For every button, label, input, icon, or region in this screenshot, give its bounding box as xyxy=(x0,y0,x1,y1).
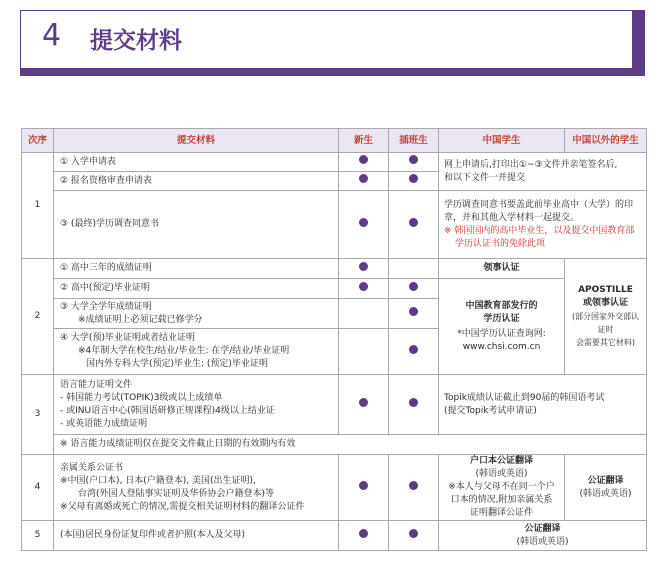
transfer-cell xyxy=(389,153,439,172)
requirement-cell xyxy=(439,153,647,191)
text-line: 学历调查同意书要盖此前毕业高中（大学）的印 xyxy=(444,199,634,210)
transfer-cell xyxy=(389,299,439,329)
col-foreign: 中国以外的学生 xyxy=(565,129,647,153)
text-line: 证明翻译公证件 xyxy=(469,508,533,518)
col-transfer: 插班生 xyxy=(389,129,439,153)
text-line: APOSTILLE xyxy=(578,285,633,295)
section-title: 提交材料 xyxy=(90,28,182,54)
china-translation-cell xyxy=(439,455,565,521)
required-dot-icon xyxy=(409,529,418,538)
required-dot-icon xyxy=(359,262,368,271)
text-line: 网上申请后,打印出①~③文件并亲笔签名后, xyxy=(444,159,618,170)
table-row xyxy=(22,191,647,259)
doc-cell xyxy=(54,455,339,521)
text-line: Topik成绩认证截止到90届的韩国语考试 xyxy=(444,392,605,403)
new-cell xyxy=(339,329,389,375)
col-material: 提交材料 xyxy=(54,129,339,153)
doc-cell xyxy=(54,299,339,329)
text-line: ※本人与父母不在同一个户 xyxy=(448,482,555,492)
text-line: ※中国(户口本), 日本(户籍登本), 美国(出生证明), xyxy=(60,475,256,486)
table-row xyxy=(22,153,647,172)
text-line: 国内外专科大学(预定)毕业生: (预定)毕业证明 xyxy=(86,359,268,369)
text-line: (部分国家外交部认证时 xyxy=(571,312,640,334)
banner-accent-right xyxy=(632,10,645,76)
text-line: 学历认证 xyxy=(483,313,520,324)
new-cell xyxy=(339,172,389,191)
transfer-cell xyxy=(389,521,439,551)
doc-cell: ① 入学申请表 xyxy=(54,153,339,172)
text-line: 户口本公证翻译 xyxy=(469,456,533,466)
banner-accent-bottom xyxy=(20,68,645,76)
transfer-cell xyxy=(389,279,439,299)
text-line: 中国教育部发行的 xyxy=(465,300,538,311)
text-line: 或领事认证 xyxy=(582,298,628,308)
row-number: 3 xyxy=(22,375,54,455)
doc-cell: ② 报名资格审查申请表 xyxy=(54,172,339,191)
validity-note: ※ 语言能力成绩证明仅在提交文件截止日期的有效期内有效 xyxy=(54,435,647,455)
text-line: ※父母有离婚或死亡的情况,需提交相关证明材料的翻译公证件 xyxy=(60,501,305,512)
doc-cell: (本国)居民身份证复印件或者护照(本人及父母) xyxy=(54,521,339,551)
text-line: (韩语或英语) xyxy=(579,488,632,499)
text-line: 公证翻译 xyxy=(587,475,624,486)
required-dot-icon xyxy=(359,282,368,291)
exemption-note: 学历认证书的免除此项 xyxy=(455,238,546,249)
text-line: 台湾(外国人登陆事实证明及华侨协会户籍登本)等 xyxy=(78,488,275,499)
new-cell xyxy=(339,455,389,521)
new-cell xyxy=(339,521,389,551)
new-cell xyxy=(339,153,389,172)
requirement-cell xyxy=(439,191,647,259)
foreign-translation-cell xyxy=(565,455,647,521)
text-line: 语言能力证明文件 xyxy=(60,379,133,390)
required-dot-icon xyxy=(359,174,368,183)
requirement-cell xyxy=(439,375,647,435)
text-line: *中国学历认证查询网: xyxy=(457,328,546,339)
new-cell xyxy=(339,279,389,299)
text-line: (韩语或英语) xyxy=(475,469,528,479)
text-line: ※成绩证明上必须记载已修学分 xyxy=(78,314,203,325)
transfer-cell xyxy=(389,375,439,435)
text-line: (提交Topik考试申请证) xyxy=(444,405,537,416)
text-line: - 韩国能力考试(TOPIK)3级或以上成绩单 xyxy=(60,392,223,403)
doc-cell: ② 高中(预定)毕业证明 xyxy=(54,279,339,299)
doc-cell xyxy=(54,375,339,435)
text-line: - 或INU语言中心(韩国语研修正规课程)4级以上结业证 xyxy=(60,405,275,416)
transfer-cell xyxy=(389,191,439,259)
chsi-url: www.chsi.com.cn xyxy=(462,341,541,352)
row-number: 4 xyxy=(22,455,54,521)
required-dot-icon xyxy=(359,529,368,538)
exemption-note: ※ 韩国国内的高中毕业生，以及提交中国教育部 xyxy=(444,225,635,236)
new-cell xyxy=(339,375,389,435)
required-dot-icon xyxy=(409,307,418,316)
required-dot-icon xyxy=(409,218,418,227)
col-new: 新生 xyxy=(339,129,389,153)
required-dot-icon xyxy=(409,345,418,354)
required-dot-icon xyxy=(409,174,418,183)
text-line: 会需要其它材料) xyxy=(575,338,636,347)
text-line: ③ 大学全学年成绩证明 xyxy=(60,301,152,312)
text-line: - 或英语能力成绩证明 xyxy=(60,418,148,429)
doc-cell xyxy=(54,329,339,375)
text-line: 亲属关系公证书 xyxy=(60,462,124,473)
required-dot-icon xyxy=(409,282,418,291)
required-dot-icon xyxy=(409,155,418,164)
row-number: 5 xyxy=(22,521,54,551)
section-number: 4 xyxy=(42,18,62,53)
col-china: 中国学生 xyxy=(439,129,565,153)
row-number: 2 xyxy=(22,259,54,375)
apostille-cell xyxy=(565,259,647,375)
required-dot-icon xyxy=(359,218,368,227)
text-line: (韩语或英语) xyxy=(516,536,569,547)
transfer-cell xyxy=(389,259,439,279)
moe-cell xyxy=(439,279,565,375)
table-row xyxy=(22,521,647,551)
text-line: ④ 大学(预)毕业证明或者结业证明 xyxy=(60,333,195,343)
text-line: 章，并和其他入学材料一起提交。 xyxy=(444,212,580,223)
table-row xyxy=(22,279,647,299)
table-row xyxy=(22,435,647,455)
transfer-cell xyxy=(389,455,439,521)
materials-table xyxy=(21,128,647,551)
text-line: 和以下文件一并提交 xyxy=(444,172,526,183)
new-cell xyxy=(339,259,389,279)
required-dot-icon xyxy=(409,481,418,490)
required-dot-icon xyxy=(359,481,368,490)
id-translation-cell xyxy=(439,521,647,551)
text-line: 口本的情况,附加亲属关系 xyxy=(450,495,553,505)
table-row xyxy=(22,259,647,279)
col-order: 次序 xyxy=(22,129,54,153)
table-row xyxy=(22,375,647,435)
table-row xyxy=(22,455,647,521)
row-number: 1 xyxy=(22,153,54,259)
consular-cell: 领事认证 xyxy=(439,259,565,279)
required-dot-icon xyxy=(359,155,368,164)
required-dot-icon xyxy=(409,398,418,407)
new-cell xyxy=(339,299,389,329)
text-line: 公证翻译 xyxy=(524,523,561,534)
transfer-cell xyxy=(389,172,439,191)
required-dot-icon xyxy=(359,398,368,407)
transfer-cell xyxy=(389,329,439,375)
text-line: ※4年制大学在校生/结业/毕业生: 在学/结业/毕业证明 xyxy=(78,346,290,356)
table-header-row xyxy=(22,129,647,153)
doc-cell: ① 高中三年的成绩证明 xyxy=(54,259,339,279)
new-cell xyxy=(339,191,389,259)
doc-cell: ③ (最终)学历调查同意书 xyxy=(54,191,339,259)
